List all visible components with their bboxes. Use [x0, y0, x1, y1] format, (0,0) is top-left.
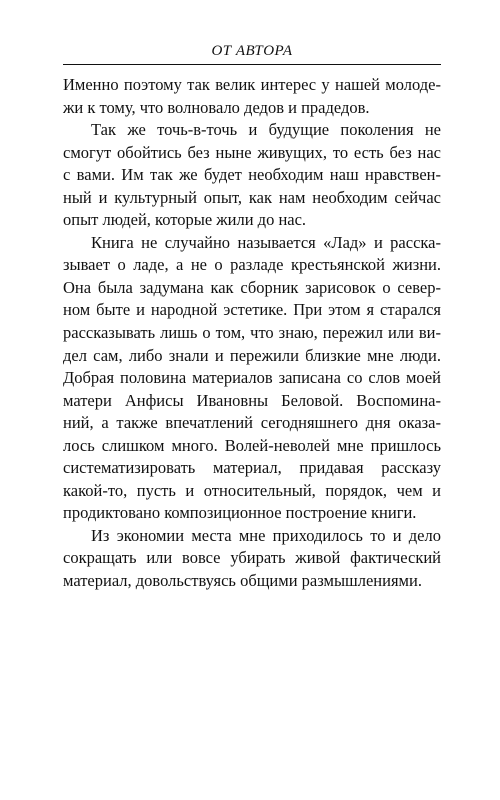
- paragraph-2: [63, 119, 441, 232]
- header-rule: [63, 64, 441, 65]
- text-line: ном быте и народной эстетике. При этом я старался: [63, 300, 441, 320]
- text-line: Добрая половина материалов записана со слов моей: [63, 368, 441, 388]
- text-line: какой-то, пусть и относительный, порядок, чем и: [63, 480, 441, 500]
- body-text: [63, 74, 441, 593]
- text-line: систематизировать материал, придавая рассказу: [63, 458, 441, 478]
- text-line: лось слишком много. Волей-неволей мне пришлось: [63, 435, 441, 455]
- text-line: материал, довольствуясь общими размышлениями.: [63, 571, 422, 591]
- text-line: Именно поэтому так велик интерес у нашей молоде-: [63, 75, 441, 94]
- text-line: жи к тому, что волновало дедов и прадедов.: [63, 97, 370, 117]
- text-line: рассказывать лишь о том, что знаю, пережил или ви-: [63, 323, 441, 343]
- text-line: ний, а также впечатлений сегодняшнего дня оказа-: [63, 413, 441, 433]
- running-header: ОТ АВТОРА: [211, 43, 293, 59]
- text-line: ный и культурный опыт, как нам необходим сейчас: [63, 187, 441, 207]
- text-line: с вами. Им так же будет необходим наш нравствен-: [63, 165, 441, 185]
- text-line: сокращать или вовсе убирать живой фактический: [63, 548, 441, 568]
- text-line: смогут обойтись без ныне живущих, то есть без нас: [63, 142, 441, 162]
- text-line: Так же точь-в-точь и будущие поколения не: [91, 120, 441, 140]
- text-line: продиктовано композиционное построение книги.: [63, 503, 417, 523]
- paragraph-3: [63, 232, 441, 525]
- text-line: дел сам, либо знали и пережили близкие мне люди.: [63, 345, 441, 365]
- paragraph-1: [63, 74, 441, 119]
- text-line: Она была задумана как сборник зарисовок о север-: [63, 277, 441, 297]
- paragraph-4: [63, 525, 441, 593]
- text-line: матери Анфисы Ивановны Беловой. Воспомина-: [63, 390, 441, 410]
- text-line: Книга не случайно называется «Лад» и расска-: [91, 232, 441, 252]
- text-line: зывает о ладе, а не о разладе крестьянской жизни.: [63, 255, 441, 275]
- text-line: Из экономии места мне приходилось то и дело: [91, 525, 441, 545]
- text-line: опыт людей, которые жили до нас.: [63, 210, 307, 230]
